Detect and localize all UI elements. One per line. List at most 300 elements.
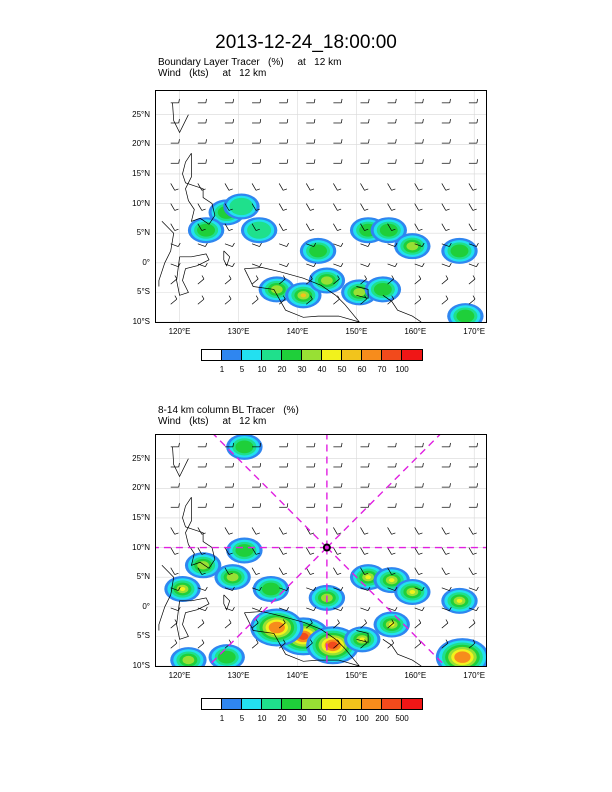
wind-barb-flag <box>365 619 367 622</box>
tracer-blob <box>394 233 430 259</box>
wind-barb-flag <box>473 209 477 210</box>
wind-barb-flag <box>364 533 368 534</box>
wind-barb-flag <box>260 607 262 610</box>
wind-barb-flag <box>202 533 206 534</box>
colorbar-label: 20 <box>277 714 287 723</box>
wind-barb <box>360 548 364 555</box>
wind-barb-flag <box>476 607 478 610</box>
tracer-contour <box>309 245 327 258</box>
wind-barb <box>279 204 283 211</box>
wind-barb <box>333 299 339 304</box>
wind-barb-flag <box>368 443 369 447</box>
wind-barb-flag <box>287 243 289 246</box>
tracer-blob <box>300 238 336 264</box>
wind-barb-flag <box>450 483 451 487</box>
wind-barb-flag <box>423 119 424 123</box>
wind-barb-flag <box>396 503 397 507</box>
wind-barb-flag <box>175 229 179 230</box>
wind-barb <box>333 264 341 267</box>
wind-barb-flag <box>283 209 287 210</box>
wind-barb-flag <box>364 209 368 210</box>
wind-barb <box>469 264 477 267</box>
tracer-contour <box>180 587 186 591</box>
tracer-contour <box>262 583 280 596</box>
y-tick-label: 15°N <box>132 512 150 522</box>
coastline <box>173 103 189 133</box>
wind-barb <box>415 643 421 648</box>
wind-barb-flag <box>205 587 207 590</box>
wind-barb <box>469 204 473 211</box>
wind-barb-flag <box>395 607 397 610</box>
wind-barb <box>388 204 392 211</box>
wind-barb-flag <box>473 189 477 190</box>
colorbar-box <box>242 350 262 360</box>
wind-barb-flag <box>392 189 396 190</box>
x-tick-label: 150°E <box>345 671 368 680</box>
wind-barb-flag <box>229 275 231 278</box>
wind-barb-flag <box>341 159 342 163</box>
wind-barb <box>171 527 175 534</box>
wind-barb <box>442 279 448 284</box>
wind-barb <box>171 224 175 231</box>
wind-barb-flag <box>283 573 287 574</box>
tracer-contour <box>301 293 307 297</box>
wind-barb-flag <box>365 275 367 278</box>
x-tick-label: 170°E <box>463 671 486 680</box>
colorbar-label: 100 <box>395 365 409 374</box>
wind-barb <box>442 204 446 211</box>
wind-barb-flag <box>368 463 369 467</box>
colorbar-box <box>202 699 222 709</box>
y-tick-label: 5°N <box>136 228 150 238</box>
colorbar-box <box>382 699 402 709</box>
colorbar-label: 10 <box>257 365 267 374</box>
wind-barb-flag <box>392 553 396 554</box>
wind-barb-flag <box>341 243 343 246</box>
wind-barb-flag <box>260 99 261 103</box>
wind-barb-flag <box>287 263 289 266</box>
wind-barb <box>198 279 204 284</box>
tracer-contour <box>229 198 253 215</box>
wind-barb <box>469 568 473 575</box>
wind-barb <box>225 527 229 534</box>
wind-barb-flag <box>396 139 397 143</box>
wind-barb-flag <box>175 553 179 554</box>
wind-barb-flag <box>283 533 287 534</box>
wind-barb-flag <box>233 99 234 103</box>
x-tick-label: 120°E <box>168 671 191 680</box>
colorbar-label: 30 <box>297 365 307 374</box>
wind-barb-flag <box>477 119 478 123</box>
wind-barb-flag <box>287 443 288 447</box>
wind-barb-flag <box>450 139 451 143</box>
y-tick-label: 10°N <box>132 198 150 208</box>
wind-barb-flag <box>233 463 234 467</box>
wind-barb-flag <box>477 443 478 447</box>
wind-barb <box>279 568 283 575</box>
wind-barb-flag <box>310 209 314 210</box>
panel2-map <box>155 434 487 667</box>
wind-barb-flag <box>256 296 258 299</box>
tracer-blob <box>164 576 200 602</box>
wind-barb-flag <box>229 619 231 622</box>
wind-barb-flag <box>419 573 423 574</box>
wind-barb <box>360 183 364 190</box>
wind-barb-flag <box>205 607 207 610</box>
wind-barb <box>415 608 423 611</box>
wind-barb-flag <box>364 553 368 554</box>
wind-barb <box>225 244 233 247</box>
wind-barb-flag <box>477 99 478 103</box>
wind-barb-flag <box>423 463 424 467</box>
coastline <box>177 598 209 639</box>
wind-barb <box>306 183 310 190</box>
wind-barb-flag <box>450 119 451 123</box>
wind-barb-flag <box>446 209 450 210</box>
x-tick-label: 130°E <box>227 671 250 680</box>
wind-barb-flag <box>368 503 369 507</box>
x-tick-label: 160°E <box>404 671 427 680</box>
wind-barb-flag <box>368 263 370 266</box>
wind-barb <box>360 264 368 267</box>
wind-barb <box>360 527 364 534</box>
wind-barb-flag <box>422 607 424 610</box>
wind-barb-flag <box>341 503 342 507</box>
y-tick-label: 25°N <box>132 109 150 119</box>
wind-barb <box>388 244 396 247</box>
wind-barb <box>225 299 231 304</box>
colorbar-box <box>262 350 282 360</box>
wind-barb-flag <box>473 229 477 230</box>
wind-barb-flag <box>396 99 397 103</box>
y-tick-label: 5°S <box>137 631 150 641</box>
wind-barb-flag <box>287 159 288 163</box>
wind-barb-flag <box>233 139 234 143</box>
tracer-contour <box>353 288 365 296</box>
wind-barb <box>171 279 177 284</box>
wind-barb-flag <box>206 99 207 103</box>
colorbar-box <box>362 699 382 709</box>
wind-barb-flag <box>446 275 448 278</box>
tracer-blob <box>188 217 224 243</box>
tracer-blob <box>209 644 245 666</box>
wind-barb-flag <box>368 607 370 610</box>
tracer-contour <box>235 544 253 557</box>
wind-barb-flag <box>341 119 342 123</box>
tracer-contour <box>454 651 470 663</box>
wind-barb <box>415 264 423 267</box>
wind-barb <box>469 527 473 534</box>
wind-barb-flag <box>232 243 234 246</box>
wind-barb-flag <box>314 463 315 467</box>
wind-barb-flag <box>419 533 423 534</box>
wind-barb-flag <box>206 443 207 447</box>
wind-barb-flag <box>314 119 315 123</box>
wind-barb-flag <box>368 119 369 123</box>
wind-barb-flag <box>446 553 450 554</box>
wind-barb-flag <box>473 573 477 574</box>
wind-barb-flag <box>341 443 342 447</box>
wind-barb-flag <box>419 275 421 278</box>
tracer-contour <box>374 283 392 296</box>
wind-barb <box>225 623 231 628</box>
wind-barb-flag <box>419 229 423 230</box>
tracer-contour <box>235 440 253 453</box>
wind-barb <box>252 183 256 190</box>
wind-barb-flag <box>175 640 177 643</box>
wind-barb-flag <box>206 139 207 143</box>
wind-barb <box>279 527 283 534</box>
tracer-contour <box>269 622 285 634</box>
tracer-contour <box>365 575 371 579</box>
wind-barb <box>225 608 233 611</box>
wind-barb-flag <box>310 553 314 554</box>
wind-barb-flag <box>368 139 369 143</box>
wind-barb-flag <box>310 229 314 230</box>
wind-barb-flag <box>473 533 477 534</box>
wind-barb-flag <box>232 607 234 610</box>
panel1-map-svg <box>156 91 486 322</box>
wind-barb <box>306 224 310 231</box>
wind-barb-flag <box>396 159 397 163</box>
wind-barb <box>252 608 260 611</box>
wind-barb <box>388 527 392 534</box>
x-tick-label: 130°E <box>227 327 250 336</box>
wind-barb <box>252 279 258 284</box>
colorbar-box <box>382 350 402 360</box>
colorbar-label: 50 <box>337 365 347 374</box>
wind-barb <box>171 608 179 611</box>
wind-barb-flag <box>476 587 478 590</box>
tracer-blob <box>170 647 206 666</box>
wind-barb <box>360 608 368 611</box>
tracer-blob <box>436 638 486 666</box>
wind-barb-flag <box>314 443 315 447</box>
colorbar-label: 70 <box>337 714 347 723</box>
wind-barb-flag <box>314 139 315 143</box>
wind-barb-flag <box>287 463 288 467</box>
wind-barb-flag <box>310 189 314 190</box>
wind-barb-flag <box>368 243 370 246</box>
tracer-blob <box>250 609 303 647</box>
wind-barb <box>252 527 256 534</box>
wind-barb-flag <box>446 573 450 574</box>
wind-barb-flag <box>202 275 204 278</box>
colorbar-label: 500 <box>395 714 409 723</box>
wind-barb-flag <box>260 119 261 123</box>
colorbar-box <box>322 350 342 360</box>
wind-barb-flag <box>341 99 342 103</box>
coastline <box>177 254 209 295</box>
wind-barb-flag <box>423 443 424 447</box>
wind-barb-flag <box>368 483 369 487</box>
wind-barb-flag <box>477 503 478 507</box>
wind-barb <box>279 244 287 247</box>
x-tick-label: 120°E <box>168 327 191 336</box>
wind-barb-flag <box>476 243 478 246</box>
y-tick-label: 0° <box>142 257 150 267</box>
wind-barb <box>415 279 421 284</box>
wind-barb-flag <box>314 159 315 163</box>
wind-barb <box>442 623 448 628</box>
wind-barb <box>252 264 260 267</box>
wind-barb <box>306 548 310 555</box>
tracer-contour <box>218 651 236 664</box>
colorbar-label: 5 <box>239 714 245 723</box>
colorbar-label: 1 <box>219 365 225 374</box>
wind-barb-flag <box>396 483 397 487</box>
wind-barb-flag <box>423 99 424 103</box>
wind-barb <box>306 568 310 575</box>
tracer-contour <box>457 599 463 603</box>
wind-barb-flag <box>256 275 258 278</box>
panel2-title: 8-14 km column BL Tracer (%) Wind (kts) at 12 km <box>158 405 299 427</box>
wind-barb-flag <box>477 159 478 163</box>
wind-barb <box>333 224 337 231</box>
wind-barb-flag <box>337 189 341 190</box>
x-tick-label: 140°E <box>286 327 309 336</box>
wind-barb-flag <box>337 229 341 230</box>
wind-barb <box>333 183 337 190</box>
wind-barb-flag <box>341 607 343 610</box>
wind-barb <box>279 264 287 267</box>
y-tick-label: 5°S <box>137 287 150 297</box>
wind-barb-flag <box>419 296 421 299</box>
colorbar-label: 5 <box>239 365 245 374</box>
tracer-contour <box>247 222 271 239</box>
colorbar-box <box>342 350 362 360</box>
y-tick-label: 10°N <box>132 542 150 552</box>
wind-barb-flag <box>283 553 287 554</box>
wind-barb-flag <box>175 533 179 534</box>
wind-barb-flag <box>337 209 341 210</box>
wind-barb <box>279 183 283 190</box>
tracer-blob <box>344 626 380 652</box>
wind-barb-flag <box>283 189 287 190</box>
tracer-blob <box>253 576 289 602</box>
colorbar-label: 50 <box>317 714 327 723</box>
wind-barb-flag <box>233 159 234 163</box>
wind-barb-flag <box>206 483 207 487</box>
tracer-blob <box>226 538 262 564</box>
wind-barb-flag <box>178 243 180 246</box>
wind-barb-flag <box>202 189 206 190</box>
wind-barb <box>171 643 177 648</box>
wind-barb-flag <box>341 463 342 467</box>
colorbar-box <box>302 699 322 709</box>
coastline <box>173 447 189 477</box>
wind-barb-flag <box>392 533 396 534</box>
tracer-contour <box>406 242 418 250</box>
wind-barb-flag <box>423 503 424 507</box>
wind-barb-flag <box>256 573 260 574</box>
wind-barb <box>225 264 233 267</box>
wind-barb-flag <box>446 229 450 230</box>
wind-barb-flag <box>477 483 478 487</box>
wind-barb-flag <box>314 607 316 610</box>
y-tick-label: 25°N <box>132 453 150 463</box>
colorbar-label: 70 <box>377 365 387 374</box>
colorbar-box <box>342 699 362 709</box>
wind-barb-flag <box>446 533 450 534</box>
wind-barb-flag <box>206 463 207 467</box>
wind-barb-flag <box>260 243 262 246</box>
wind-barb <box>469 224 473 231</box>
wind-barb-flag <box>341 483 342 487</box>
wind-barb-flag <box>206 503 207 507</box>
wind-barb <box>469 548 473 555</box>
wind-barb-flag <box>175 573 179 574</box>
y-tick-label: 15°N <box>132 168 150 178</box>
wind-barb <box>225 279 231 284</box>
wind-barb <box>306 588 314 591</box>
wind-barb-flag <box>392 209 396 210</box>
wind-barb <box>252 299 258 304</box>
wind-barb <box>306 264 314 267</box>
coastline <box>159 221 174 286</box>
wind-barb-flag <box>233 119 234 123</box>
wind-barb-flag <box>232 263 234 266</box>
tracer-blob <box>226 435 262 460</box>
wind-barb-flag <box>446 619 448 622</box>
wind-barb-flag <box>260 463 261 467</box>
wind-barb-flag <box>206 159 207 163</box>
colorbar-label: 1 <box>219 714 225 723</box>
wind-barb <box>279 548 283 555</box>
wind-barb <box>442 224 446 231</box>
colorbar-label: 60 <box>357 365 367 374</box>
wind-barb-flag <box>450 99 451 103</box>
tracer-blob <box>214 564 250 590</box>
wind-barb <box>442 568 446 575</box>
wind-barb-flag <box>419 209 423 210</box>
y-tick-label: 20°N <box>132 483 150 493</box>
wind-barb-flag <box>368 99 369 103</box>
wind-barb <box>198 264 206 267</box>
colorbar-label: 200 <box>375 714 389 723</box>
wind-barb <box>415 299 421 304</box>
wind-barb-flag <box>287 99 288 103</box>
wind-barb-flag <box>233 503 234 507</box>
wind-barb-flag <box>202 619 204 622</box>
wind-barb-flag <box>423 483 424 487</box>
wind-barb-flag <box>256 189 260 190</box>
y-tick-label: 10°S <box>132 661 150 670</box>
wind-barb <box>198 244 206 247</box>
wind-barb <box>171 183 175 190</box>
wind-barb <box>198 204 202 211</box>
wind-barb-flag <box>205 263 207 266</box>
tracer-blob <box>223 194 259 220</box>
wind-barb <box>333 204 337 211</box>
wind-barb-flag <box>314 483 315 487</box>
wind-barb-flag <box>422 263 424 266</box>
wind-barb-flag <box>449 263 451 266</box>
colorbar-box <box>282 350 302 360</box>
wind-barb <box>171 264 179 267</box>
tracer-contour <box>321 276 333 284</box>
tracer-contour <box>410 590 416 594</box>
wind-barb-flag <box>287 139 288 143</box>
colorbar-label: 20 <box>277 365 287 374</box>
wind-barb-flag <box>368 159 369 163</box>
wind-barb-flag <box>337 619 339 622</box>
x-tick-label: 160°E <box>404 327 427 336</box>
panel1-title: Boundary Layer Tracer (%) at 12 km Wind (kts) at 12 km <box>158 57 342 79</box>
wind-barb <box>442 299 448 304</box>
colorbar-box <box>362 350 382 360</box>
wind-barb <box>442 588 450 591</box>
